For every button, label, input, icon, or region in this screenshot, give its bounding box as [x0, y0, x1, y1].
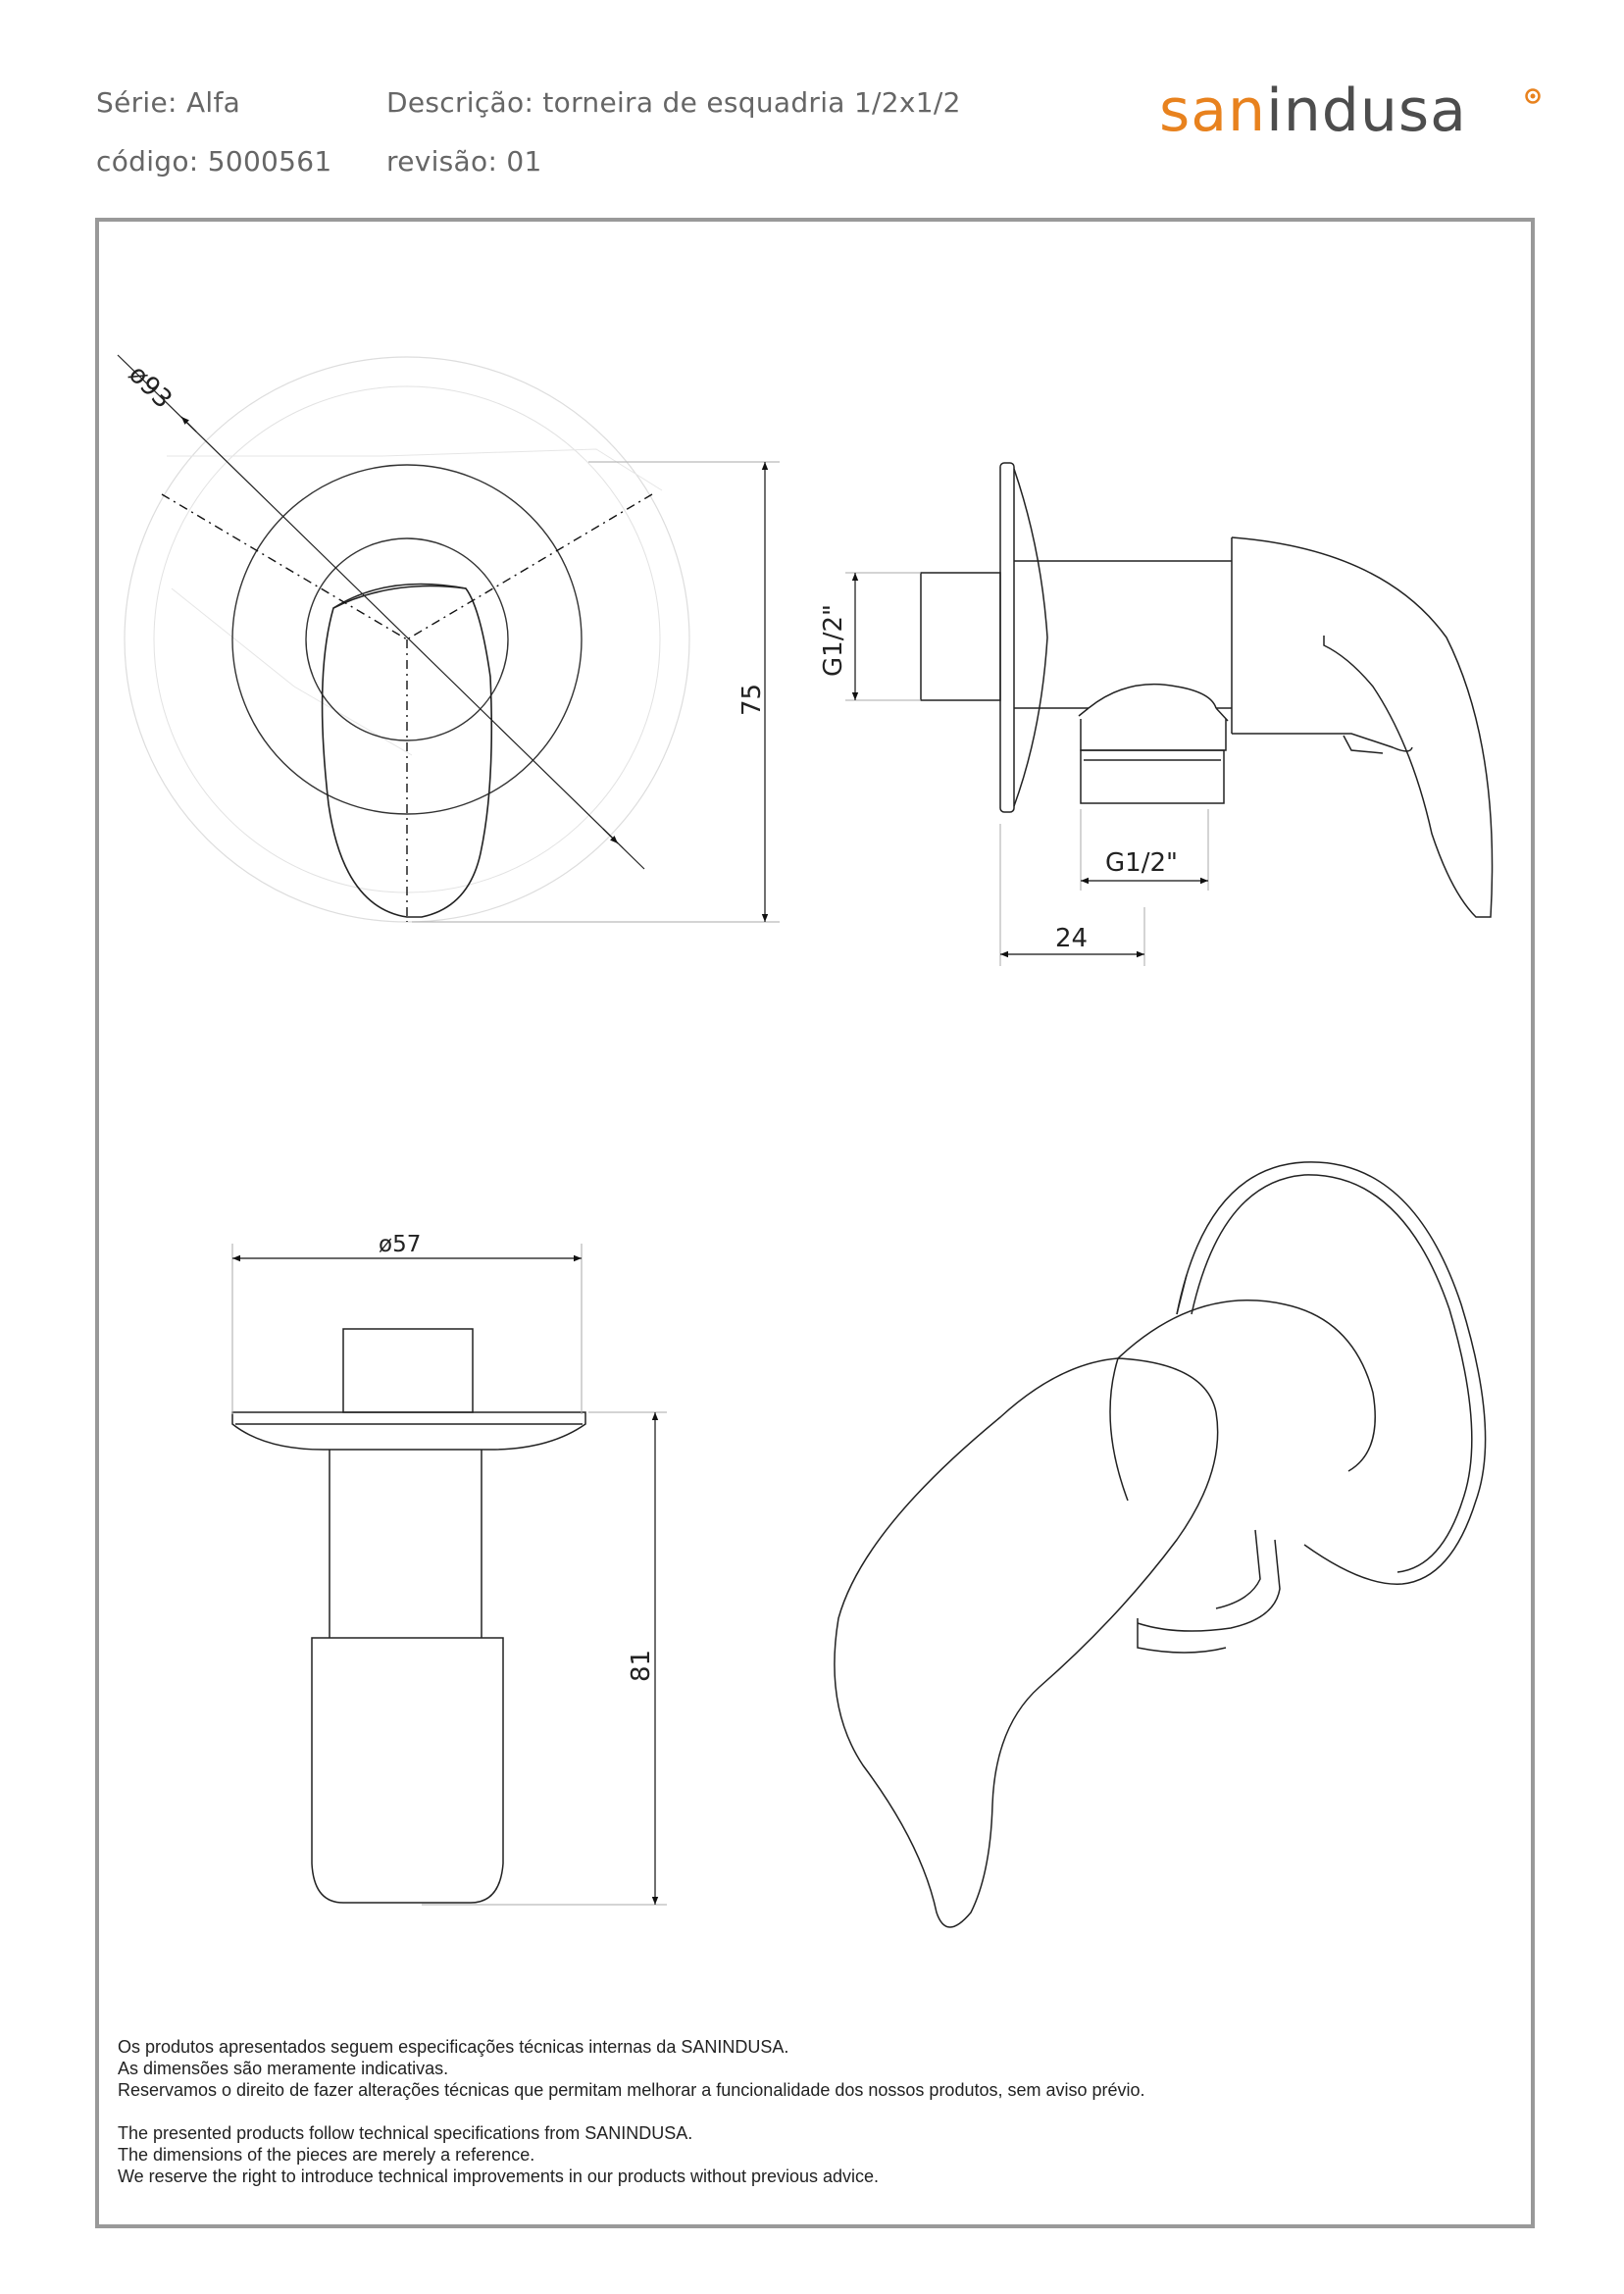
note-pt-3: Reservamos o direito de fazer alterações técnicas que permitam melhorar a funcionalidade dos nossos produtos, sem aviso prévio.: [118, 2080, 1145, 2100]
serie-label: Série: Alfa: [96, 86, 241, 119]
dim-depth-24: 24: [1055, 924, 1089, 953]
note-en-3: We reserve the right to introduce technical improvements in our products without previous advice.: [118, 2167, 880, 2186]
logo-part-san: san: [1159, 76, 1267, 145]
top-view: [232, 1244, 667, 1905]
notes-block: [118, 2036, 1145, 2187]
dim-thread-horizontal: G1/2": [1105, 848, 1178, 878]
note-en-2: The dimensions of the pieces are merely a reference.: [118, 2145, 535, 2165]
note-pt-2: As dimensões são meramente indicativas.: [118, 2059, 449, 2078]
dim-height-81: 81: [627, 1649, 656, 1682]
isometric-view: [835, 1162, 1486, 1927]
note-pt-1: Os produtos apresentados seguem especificações técnicas internas da SANINDUSA.: [118, 2037, 789, 2057]
side-view: [845, 463, 1493, 966]
dim-diameter-93: ø93: [123, 359, 178, 415]
revisao-label: revisão: 01: [386, 145, 542, 178]
front-view: [118, 355, 780, 922]
codigo-label: código: 5000561: [96, 145, 332, 178]
descricao-label: Descrição: torneira de esquadria 1/2x1/2: [386, 86, 961, 119]
logo-part-indusa: indusa: [1266, 76, 1467, 145]
dim-diameter-57: ø57: [379, 1232, 422, 1257]
dim-height-75: 75: [737, 683, 767, 716]
note-en-1: The presented products follow technical specifications from SANINDUSA.: [118, 2123, 693, 2143]
dim-thread-vertical: G1/2": [819, 604, 848, 677]
